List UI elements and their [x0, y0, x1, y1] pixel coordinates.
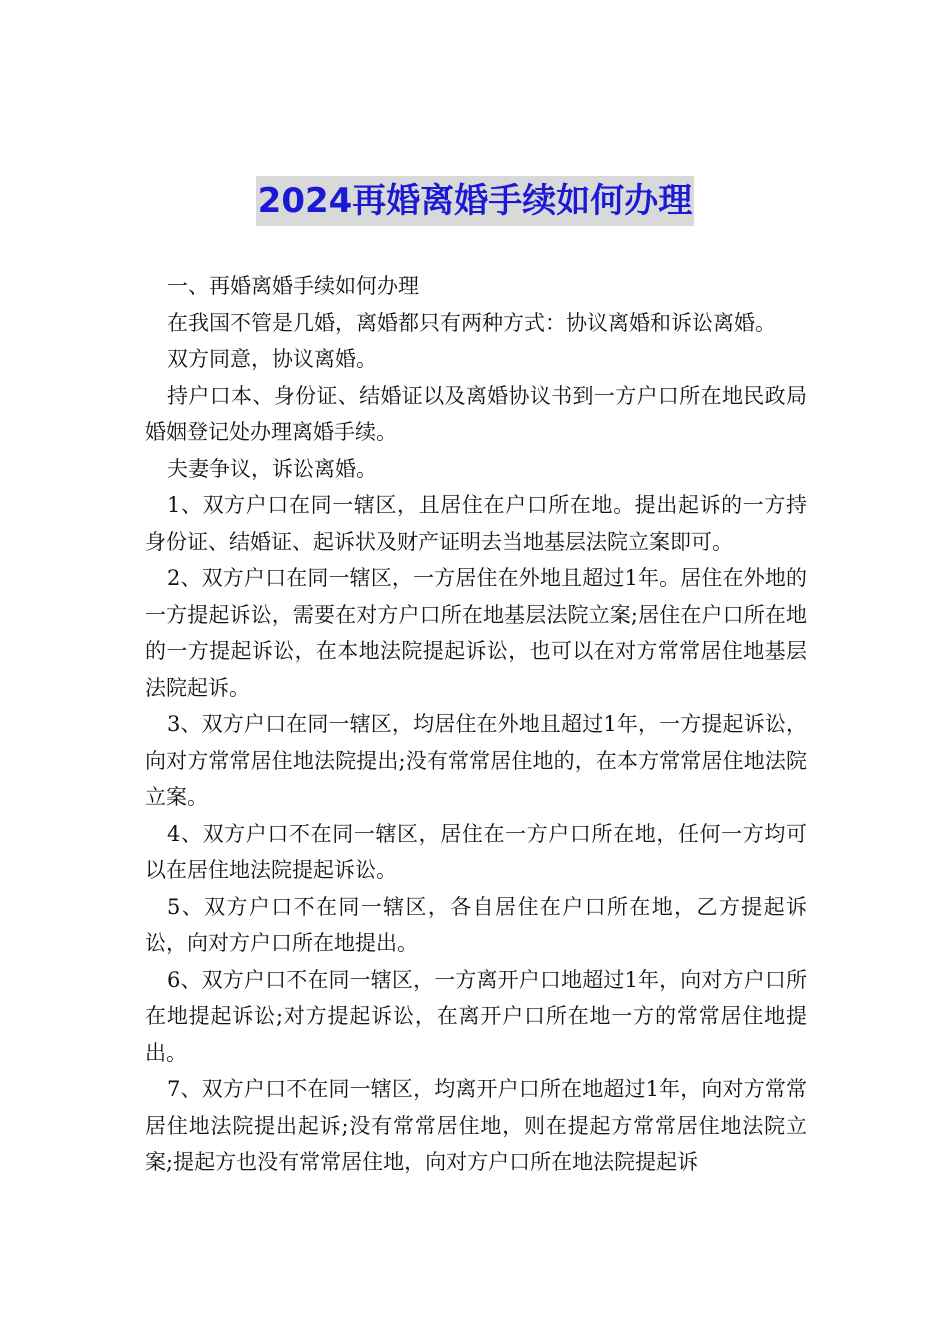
- paragraph-1: 一、再婚离婚手续如何办理: [167, 274, 419, 298]
- paragraph-4: 持户口本、身份证、结婚证以及离婚协议书到一方户口所在地民政局婚姻登记处办理离婚手续。: [145, 383, 807, 444]
- title-container: [0, 176, 950, 226]
- paragraph-6: 1、双方户口在同一辖区，且居住在户口所在地。提出起诉的一方持身份证、结婚证、起诉状及财产证明去当地基层法院立案即可。: [145, 493, 807, 554]
- paragraph-9: 4、双方户口不在同一辖区，居住在一方户口所在地，任何一方均可以在居住地法院提起诉讼。: [145, 821, 807, 882]
- paragraph-12: 7、双方户口不在同一辖区，均离开户口所在地超过1年，向对方常常居住地法院提出起诉;没有常常居住地，则在提起方常常居住地法院立案;提起方也没有常常居住地，向对方户口所在地法院提起诉: [145, 1077, 807, 1174]
- paragraph-5: 夫妻争议，诉讼离婚。: [167, 456, 377, 481]
- paragraph-2: 在我国不管是几婚，离婚都只有两种方式：协议离婚和诉讼离婚。: [167, 310, 776, 335]
- paragraph-7: 2、双方户口在同一辖区，一方居住在外地且超过1年。居住在外地的一方提起诉讼，需要在对方户口所在地基层法院立案;居住在户口所在地的一方提起诉讼，在本地法院提起诉讼，也可以在对方常常居住地基层法院起诉。: [145, 566, 807, 700]
- document-title: 2024再婚离婚手续如何办理: [256, 176, 695, 226]
- paragraph-10: 5、双方户口不在同一辖区，各自居住在户口所在地，乙方提起诉讼，向对方户口所在地提出。: [145, 894, 807, 955]
- paragraph-11: 6、双方户口不在同一辖区，一方离开户口地超过1年，向对方户口所在地提起诉讼;对方提起诉讼，在离开户口所在地一方的常常居住地提出。: [145, 967, 807, 1065]
- paragraph-3: 双方同意，协议离婚。: [167, 347, 377, 371]
- document-body: [145, 268, 807, 1181]
- paragraph-8: 3、双方户口在同一辖区，均居住在外地且超过1年，一方提起诉讼，向对方常常居住地法院提出;没有常常居住地的，在本方常常居住地法院立案。: [145, 712, 807, 809]
